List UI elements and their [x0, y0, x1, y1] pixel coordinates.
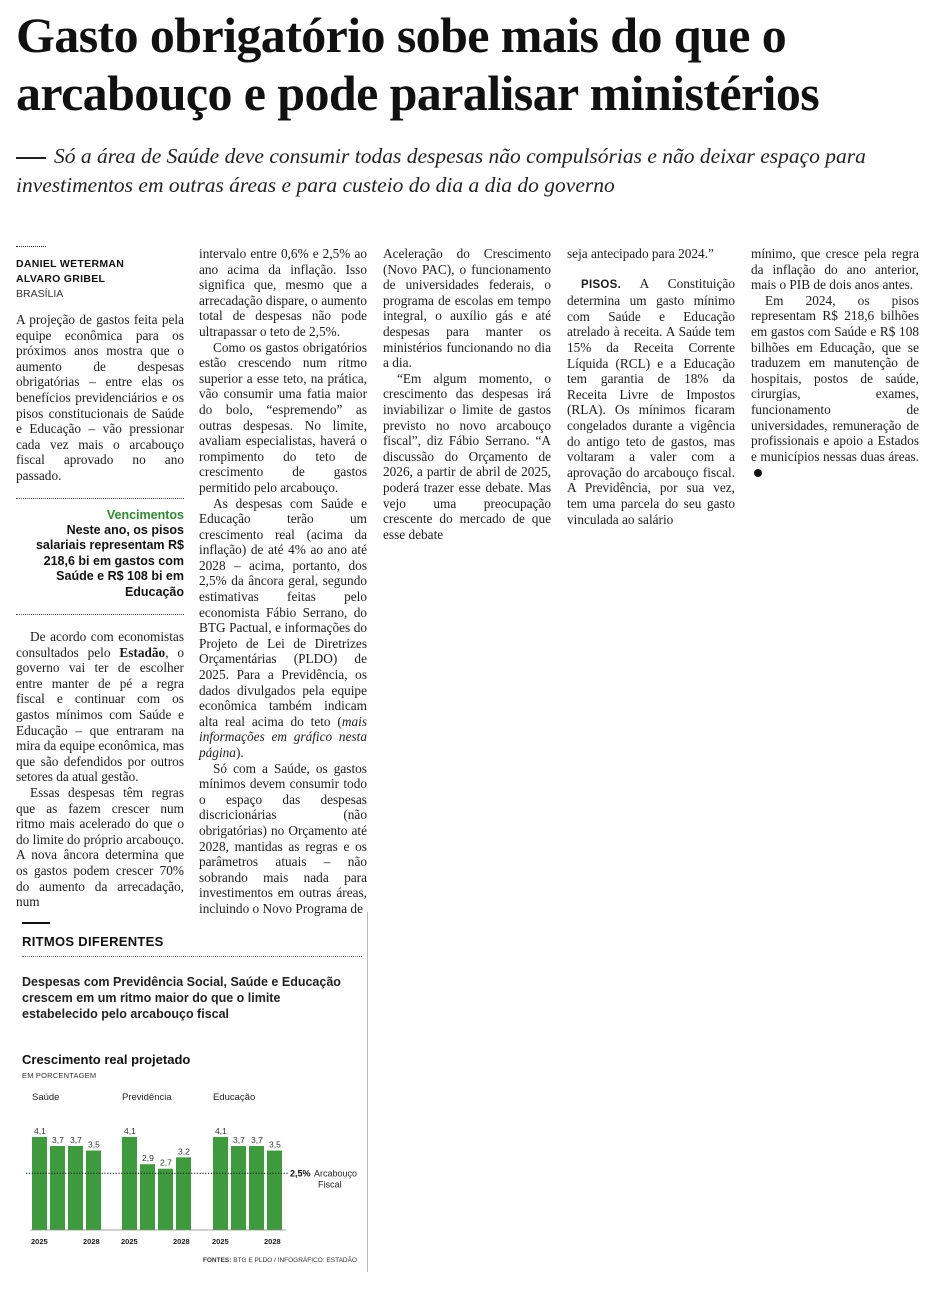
- bar-group-educacao-2027: [249, 1146, 264, 1230]
- headline: Gasto obrigatório sobe mais do que o arcabouço e pode paralisar ministérios: [16, 7, 820, 121]
- column-2: [199, 246, 367, 917]
- pull-quote-kicker: Vencimentos: [106, 507, 184, 522]
- paragraph: Só com a Saúde, os gastos mínimos devem consumir todo o espaço das despesas discricionárias (não obrigatórias) no Orçamento até 2028, mantidas as regras e os parâmetros atuais – não sobrando mais nada para investimentos em outras áreas, incluindo o Novo Programa de: [199, 760, 367, 916]
- group-previdencia-label: Previdência: [122, 1092, 172, 1103]
- paragraph: Essas despesas têm regras que as fazem crescer num ritmo mais acelerado do que o do limite do próprio arcabouço. A nova âncora determina que os gastos podem crescer 70% do aumento da arrecadação, num: [16, 784, 185, 910]
- bar-group-previdencia-2026: [140, 1164, 155, 1230]
- bar-group-saude-2027: [68, 1146, 83, 1230]
- bar-value-label: 3,7: [70, 1135, 82, 1146]
- bar-value-label: 4,1: [124, 1125, 136, 1136]
- x-tick-label: 2025: [212, 1237, 229, 1246]
- paragraph: mínimo, que cresce pela regra da inflação do ano anterior, mais o PIB de dois anos antes.: [751, 246, 919, 293]
- paragraph: A projeção de gastos feita pela equipe econômica para os próximos anos mostra que o aumento de despesas obrigatórias – entre elas os benefícios previdenciários e os pisos constitucionais de Saúde e Educação – vão pressionar cada vez mais o arcabouço fiscal aprovado no ano passado.: [16, 312, 184, 483]
- chart-description: Despesas com Previdência Social, Saúde e Educação crescem em um ritmo maior do que o limite estabelecido pelo arcabouço fiscal: [22, 975, 341, 1021]
- chart-section-label: RITMOS DIFERENTES: [22, 934, 164, 949]
- bar-group-educacao-2025: [213, 1137, 228, 1230]
- chart-unit: EM PORCENTAGEM: [22, 1071, 97, 1080]
- reference-text-label: Arcabouço: [314, 1168, 358, 1179]
- bar-group-saude-2026: [50, 1146, 65, 1230]
- byline-2: ALVARO GRIBEL: [16, 273, 106, 285]
- x-tick-label: 2028: [173, 1237, 190, 1246]
- reference-text-label: Fiscal: [318, 1179, 342, 1190]
- byline-dots: [16, 246, 46, 247]
- bar-value-label: 2,9: [142, 1153, 154, 1164]
- text-run: De acordo com economistas consultados pelo: [16, 629, 184, 660]
- reference-value-label: 2,5%: [290, 1168, 311, 1179]
- text-run: A Constituição determina um gasto mínimo com Saúde e Educação atrelado à receita. A Saúde tem 15% da Receita Corrente Líquida (RCL) e a Educação tem garantia de 18% da Receita Livre de Impostos (RLA). Os mínimos ficaram congelados durante a vigência do antigo teto de gastos, mas voltaram a valer com a aprovação do arcabouço fiscal. A Previdência, por sua vez, tem uma parcela do seu gasto vinculada ao salário: [567, 275, 735, 527]
- chart-sources: [203, 1257, 357, 1264]
- bar-value-label: 3,2: [178, 1146, 190, 1157]
- bar-value-label: 3,7: [52, 1135, 64, 1146]
- bar-group-educacao-2028: [267, 1151, 282, 1230]
- bar-value-label: 3,5: [88, 1139, 100, 1150]
- paragraph: intervalo entre 0,6% e 2,5% ao ano acima da inflação. Isso significa que, mesmo que a arrecadação dispare, o aumento total de despesas não pode ultrapassar o teto de 2,5%.: [199, 246, 367, 339]
- chart-divider: [22, 956, 362, 957]
- paragraph: [751, 293, 919, 480]
- bar-group-saude-2025: [32, 1137, 47, 1230]
- bar-value-label: 4,1: [34, 1125, 46, 1136]
- column-1: [16, 246, 184, 910]
- sources-label: FONTES:: [202, 1257, 232, 1264]
- bar-group-previdencia-2027: [158, 1169, 173, 1230]
- deck-rule: [16, 157, 46, 159]
- column-4: [567, 246, 735, 527]
- chart-rule: [22, 922, 50, 924]
- bar-value-label: 3,7: [251, 1135, 263, 1146]
- end-mark-icon: [754, 469, 762, 477]
- group-educacao-label: Educação: [213, 1092, 256, 1103]
- bar-group-previdencia-2028: [176, 1157, 191, 1230]
- x-tick-label: 2025: [31, 1237, 48, 1246]
- paragraph: seja antecipado para 2024.”: [567, 246, 714, 261]
- text-run: ).: [235, 745, 244, 760]
- byline-1: DANIEL WETERMAN: [16, 258, 125, 270]
- pull-quote-rule: [16, 614, 184, 615]
- chart-title: Crescimento real projetado: [22, 1052, 191, 1067]
- x-tick-label: 2025: [121, 1237, 138, 1246]
- bar-chart: [16, 1084, 368, 1256]
- newspaper-name: Estadão: [119, 644, 166, 660]
- chart-box: [16, 912, 368, 1272]
- group-saude-label: Saúde: [32, 1092, 60, 1103]
- sources-text: BTG E PLDO / INFOGRÁFICO: ESTADÃO: [231, 1257, 357, 1264]
- cross-reference: mais informações em gráfico nesta página: [199, 713, 367, 760]
- x-tick-label: 2028: [83, 1237, 100, 1246]
- paragraph: [567, 276, 735, 528]
- paragraph: “Em algum momento, o crescimento das despesas irá inviabilizar o limite de gastos previsto no novo arcabouço fiscal”, diz Fábio Serrano. “A discussão do Orçamento de 2026, a partir de abril de 2025, poderá trazer esse debate. Mas vejo uma preocupação crescente do mercado de que esse debate: [383, 370, 551, 542]
- text-run: As despesas com Saúde e Educação terão um crescimento real (acima da inflação) de até 4% ao ano até 2028 – acima, portanto, dos 2,5% da âncora geral, segundo estimativas feitas pelo economista Fábio Serrano, do BTG Pactual, e informações do Projeto de Lei de Diretrizes Orçamentárias (PLDO) de 2025. Para a Previdência, os dados divulgados pela equipe econômica também indicam alta real acima do teto (: [199, 495, 367, 729]
- deck: [16, 142, 916, 200]
- column-5: [751, 246, 919, 480]
- bar-value-label: 3,5: [269, 1139, 281, 1150]
- bar-value-label: 4,1: [215, 1125, 227, 1136]
- deck-text: Só a área de Saúde deve consumir todas despesas não compulsórias e não deixar espaço para investimentos em outras áreas e para custeio do dia a dia do governo: [16, 144, 866, 197]
- paragraph: Como os gastos obrigatórios estão crescendo num ritmo superior a esse teto, na prática, vão consumir uma fatia maior do bolo, “espremendo” as outras despesas. No limite, avaliam especialistas, haverá o rompimento do teto de crescimento de gastos permitido pelo arcabouço.: [199, 339, 367, 495]
- bar-group-saude-2028: [86, 1151, 101, 1230]
- text-run: Em 2024, os pisos representam R$ 218,6 bilhões em gastos com Saúde e R$ 108 bilhões em Educação, que se traduzem em manutenção de hospitais, postos de saúde, cirurgias, exames, funcionamento de universidades, remuneração de profissionais e apoio a Estados e municípios nessas duas áreas.: [751, 292, 919, 464]
- paragraph: Aceleração do Crescimento (Novo PAC), o funcionamento de universidades federais, o programa de escolas em tempo integral, o auxílio gás e até despesas para manter os ministérios funcionando no dia a dia.: [383, 246, 551, 371]
- pull-quote-text: Neste ano, os pisos salariais representam R$ 218,6 bi em gastos com Saúde e R$ 108 bi em Educação: [35, 522, 184, 599]
- paragraph: [199, 496, 367, 761]
- section-run-in: PISOS.: [581, 278, 622, 291]
- x-tick-label: 2028: [264, 1237, 281, 1246]
- bar-value-label: 2,7: [160, 1157, 172, 1168]
- dateline: BRASÍLIA: [16, 288, 64, 300]
- bar-value-label: 3,7: [233, 1135, 245, 1146]
- pull-quote: [16, 498, 184, 601]
- paragraph: [16, 629, 184, 785]
- text-run: , o governo vai ter de escolher entre manter de pé a regra fiscal e continuar com os gastos mínimos com Saúde e Educação – que entraram na mira da equipe econômica, mas que são defendidos por outros setores da atual gestão.: [16, 644, 185, 785]
- column-3: [383, 246, 551, 542]
- bar-group-educacao-2026: [231, 1146, 246, 1230]
- bar-group-previdencia-2025: [122, 1137, 137, 1230]
